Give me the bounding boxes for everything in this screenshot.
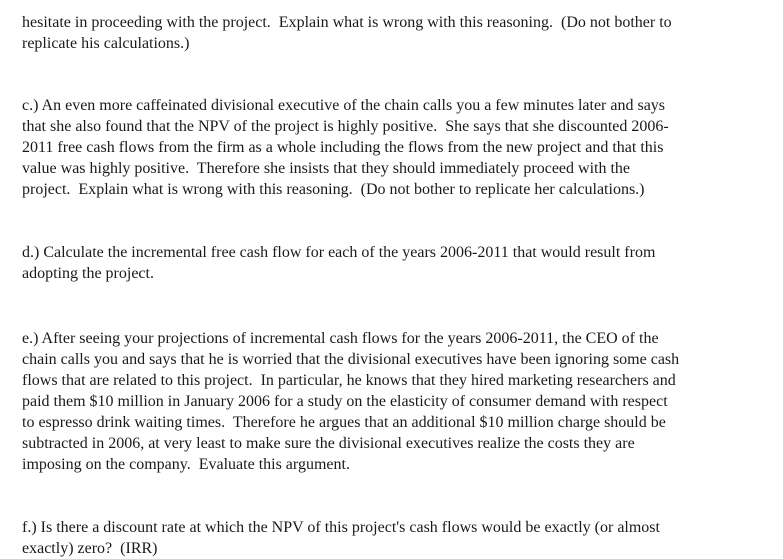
text-line: f.) Is there a discount rate at which the NPV of this project's cash flows would be exactly (or almost	[22, 519, 660, 536]
text-line: adopting the project.	[22, 265, 154, 282]
paragraph-b-continued	[22, 12, 778, 54]
paragraph-question-c	[22, 95, 778, 200]
text-line: that she also found that the NPV of the project is highly positive. She says that she discounted 2006-	[22, 118, 669, 135]
text-line: paid them $10 million in January 2006 for a study on the elasticity of consumer demand with respect	[22, 393, 668, 410]
text-line: imposing on the company. Evaluate this argument.	[22, 456, 350, 473]
text-line: d.) Calculate the incremental free cash flow for each of the years 2006-2011 that would result from	[22, 244, 656, 261]
text-line: flows that are related to this project. In particular, he knows that they hired marketing researchers and	[22, 372, 676, 389]
text-line: subtracted in 2006, at very least to make sure the divisional executives realize the costs they are	[22, 435, 635, 452]
text-line: replicate his calculations.)	[22, 35, 190, 52]
text-line: value was highly positive. Therefore she insists that they should immediately proceed with the	[22, 160, 631, 177]
paragraph-question-e	[22, 328, 778, 475]
paragraph-question-f	[22, 517, 778, 559]
text-line: e.) After seeing your projections of incremental cash flows for the years 2006-2011, the CEO of the	[22, 330, 659, 347]
text-line: to espresso drink waiting times. Therefore he argues that an additional $10 million charge should be	[22, 414, 666, 431]
document-page	[22, 0, 780, 556]
text-line: project. Explain what is wrong with this reasoning. (Do not bother to replicate her calculations.)	[22, 181, 645, 198]
text-line: 2011 free cash flows from the firm as a whole including the flows from the new project and that this	[22, 139, 664, 156]
text-line: exactly) zero? (IRR)	[22, 540, 158, 557]
text-line: hesitate in proceeding with the project. Explain what is wrong with this reasoning. (Do not bother to	[22, 14, 672, 31]
text-line: c.) An even more caffeinated divisional executive of the chain calls you a few minutes later and says	[22, 97, 666, 114]
text-line: chain calls you and says that he is worried that the divisional executives have been ignoring some cash	[22, 351, 680, 368]
paragraph-question-d	[22, 242, 778, 284]
